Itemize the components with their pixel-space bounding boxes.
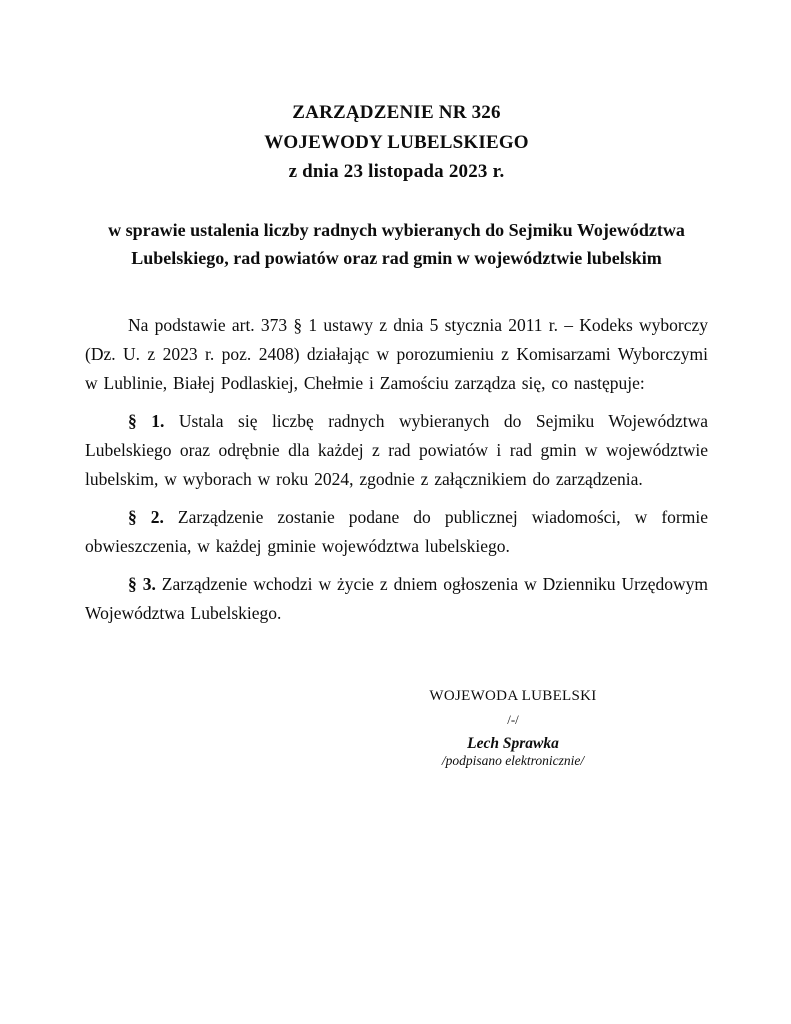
section-2-paragraph [85, 503, 708, 561]
issuing-authority: WOJEWODY LUBELSKIEGO [264, 131, 529, 153]
section-3-paragraph [85, 570, 708, 628]
section-1-paragraph [85, 407, 708, 494]
paragraph-label: § 3. [128, 573, 156, 594]
paragraph-label: § 2. [128, 506, 164, 527]
ordinance-date: z dnia 23 listopada 2023 r. [288, 161, 505, 182]
document-subject: w sprawie ustalenia liczby radnych wybieranych do Sejmiku Województwa Lubelskiego, rad powiatów oraz rad gmin w województwie lubelskim [108, 219, 685, 268]
paragraph-text: Zarządzenie zostanie podane do publicznej wiadomości, w formie obwieszczenia, w każdej gminie województwa lubelskiego. [85, 506, 708, 556]
paragraph-text: Na podstawie art. 373 § 1 ustawy z dnia 5 stycznia 2011 r. – Kodeks wyborczy (Dz. U. z 2023 r. poz. 2408) działając w porozumieniu z Komisarzami Wyborczymi w Lublinie, Białej Podlaskiej, Chełmie i Zamościu zarządza się, co następuje: [85, 314, 708, 393]
document-header [85, 98, 708, 187]
signer-title: WOJEWODA LUBELSKI [429, 687, 597, 704]
preamble-paragraph [85, 311, 708, 398]
electronic-signature-note: /podpisano elektronicznie/ [441, 752, 585, 768]
paragraph-text: Ustala się liczbę radnych wybieranych do Sejmiku Województwa Lubelskiego oraz odrębnie dla każdej z rad powiatów i rad gmin w województwie lubelskim, w wyborach w roku 2024, zgodnie z załącznikiem do zarządzenia. [85, 410, 709, 489]
signature-block [363, 686, 663, 769]
paragraph-text: Zarządzenie wchodzi w życie z dniem ogłoszenia w Dzienniku Urzędowym Województwa Lubelskiego. [85, 573, 709, 623]
signer-name: Lech Sprawka [467, 734, 559, 752]
signature-placeholder: /-/ [507, 711, 519, 727]
document-body [85, 311, 708, 628]
paragraph-label: § 1. [128, 410, 165, 431]
ordinance-number: ZARZĄDZENIE NR 326 [292, 102, 501, 123]
